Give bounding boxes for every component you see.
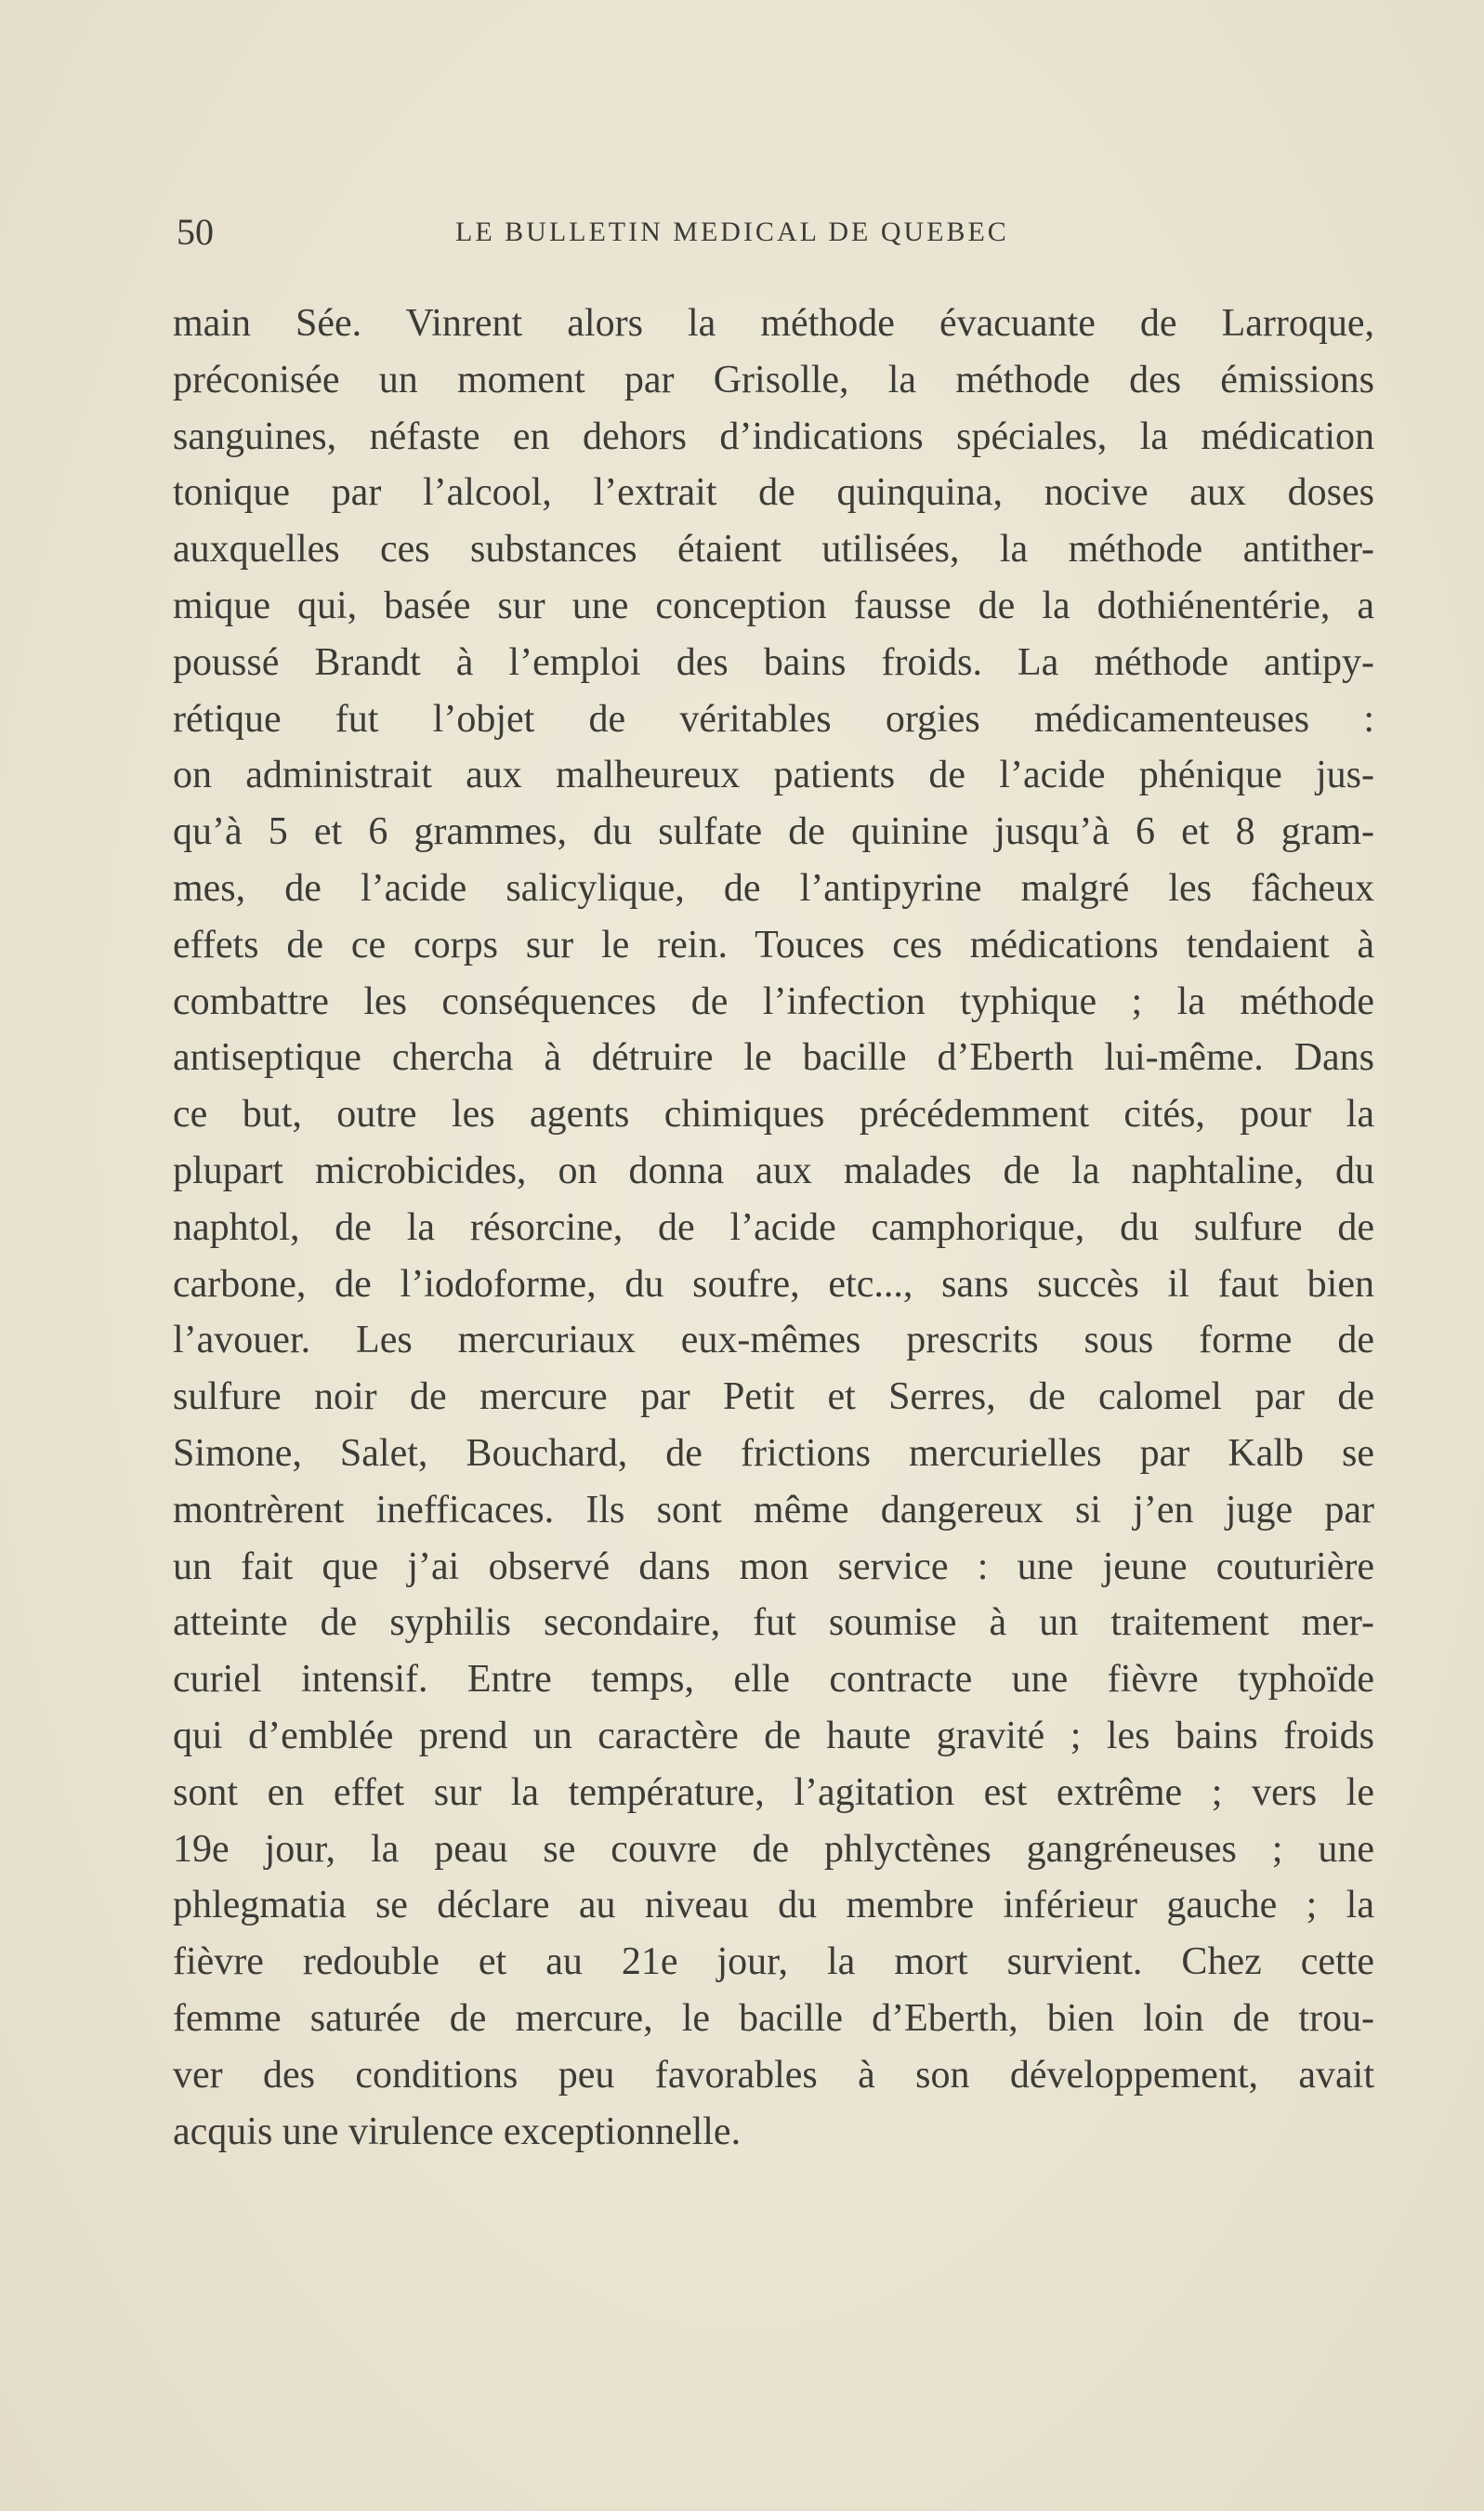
text-line: main Sée. Vinrent alors la méthode évacuante de Larroque, [173, 302, 1374, 345]
text-line: 19e jour, la peau se couvre de phlyctènes gangréneuses ; une [173, 1827, 1374, 1871]
text-line: plupart microbicides, on donna aux malades de la naphtaline, du [173, 1149, 1374, 1192]
text-line: combattre les conséquences de l’infection typhique ; la méthode [173, 979, 1374, 1023]
text-line: Simone, Salet, Bouchard, de frictions mercurielles par Kalb se [173, 1431, 1374, 1475]
text-line: qu’à 5 et 6 grammes, du sulfate de quinine jusqu’à 6 et 8 gram- [173, 810, 1374, 854]
text-line: qui d’emblée prend un caractère de haute gravité ; les bains froids [173, 1714, 1374, 1757]
text-line: femme saturée de mercure, le bacille d’Eberth, bien loin de trou- [173, 1996, 1374, 2040]
text-line: sanguines, néfaste en dehors d’indications spéciales, la médication [173, 414, 1374, 458]
text-line: tonique par l’alcool, l’extrait de quinquina, nocive aux doses [173, 471, 1374, 515]
page-number: 50 [177, 211, 214, 253]
text-line: curiel intensif. Entre temps, elle contracte une fièvre typhoïde [173, 1658, 1374, 1702]
text-line: sulfure noir de mercure par Petit et Serres, de calomel par de [173, 1375, 1374, 1419]
text-line: on administrait aux malheureux patients de l’acide phénique jus- [173, 754, 1374, 797]
text-line: préconisée un moment par Grisolle, la méthode des émissions [173, 358, 1374, 401]
running-head [177, 206, 1375, 258]
text-line: fièvre redouble et au 21e jour, la mort survient. Chez cette [173, 1940, 1374, 1984]
text-line: ce but, outre les agents chimiques précédemment cités, pour la [173, 1093, 1374, 1137]
text-line: phlegmatia se déclare au niveau du membre inférieur gauche ; la [173, 1884, 1374, 1927]
text-line: montrèrent inefficaces. Ils sont même dangereux si j’en juge par [173, 1488, 1374, 1532]
text-line: atteinte de syphilis secondaire, fut soumise à un traitement mer- [173, 1601, 1374, 1645]
text-line: poussé Brandt à l’emploi des bains froids. La méthode antipy- [173, 640, 1374, 684]
text-line: sont en effet sur la température, l’agitation est extrême ; vers le [173, 1770, 1374, 1814]
text-line: rétique fut l’objet de véritables orgies médicamenteuses : [173, 697, 1374, 741]
text-line: effets de ce corps sur le rein. Touces ces médications tendaient à [173, 923, 1374, 966]
body-text [173, 296, 1374, 2160]
text-line: auxquelles ces substances étaient utilisées, la méthode antither- [173, 528, 1374, 572]
text-line: l’avouer. Les mercuriaux eux-mêmes prescrits sous forme de [173, 1319, 1374, 1362]
journal-title: LE BULLETIN MEDICAL DE QUEBEC [455, 217, 1009, 247]
text-line: mique qui, basée sur une conception fausse de la dothiénentérie, a [173, 584, 1374, 627]
text-line: ver des conditions peu favorables à son développement, avait [173, 2053, 1374, 2097]
text-line: naphtol, de la résorcine, de l’acide camphorique, du sulfure de [173, 1205, 1374, 1249]
text-line: carbone, de l’iodoforme, du soufre, etc..., sans succès il faut bien [173, 1262, 1374, 1306]
text-line: mes, de l’acide salicylique, de l’antipyrine malgré les fâcheux [173, 866, 1374, 910]
text-line: antiseptique chercha à détruire le bacille d’Eberth lui-même. Dans [173, 1036, 1374, 1080]
text-line: un fait que j’ai observé dans mon service : une jeune couturière [173, 1545, 1374, 1588]
text-line: acquis une virulence exceptionnelle. [173, 2110, 742, 2153]
